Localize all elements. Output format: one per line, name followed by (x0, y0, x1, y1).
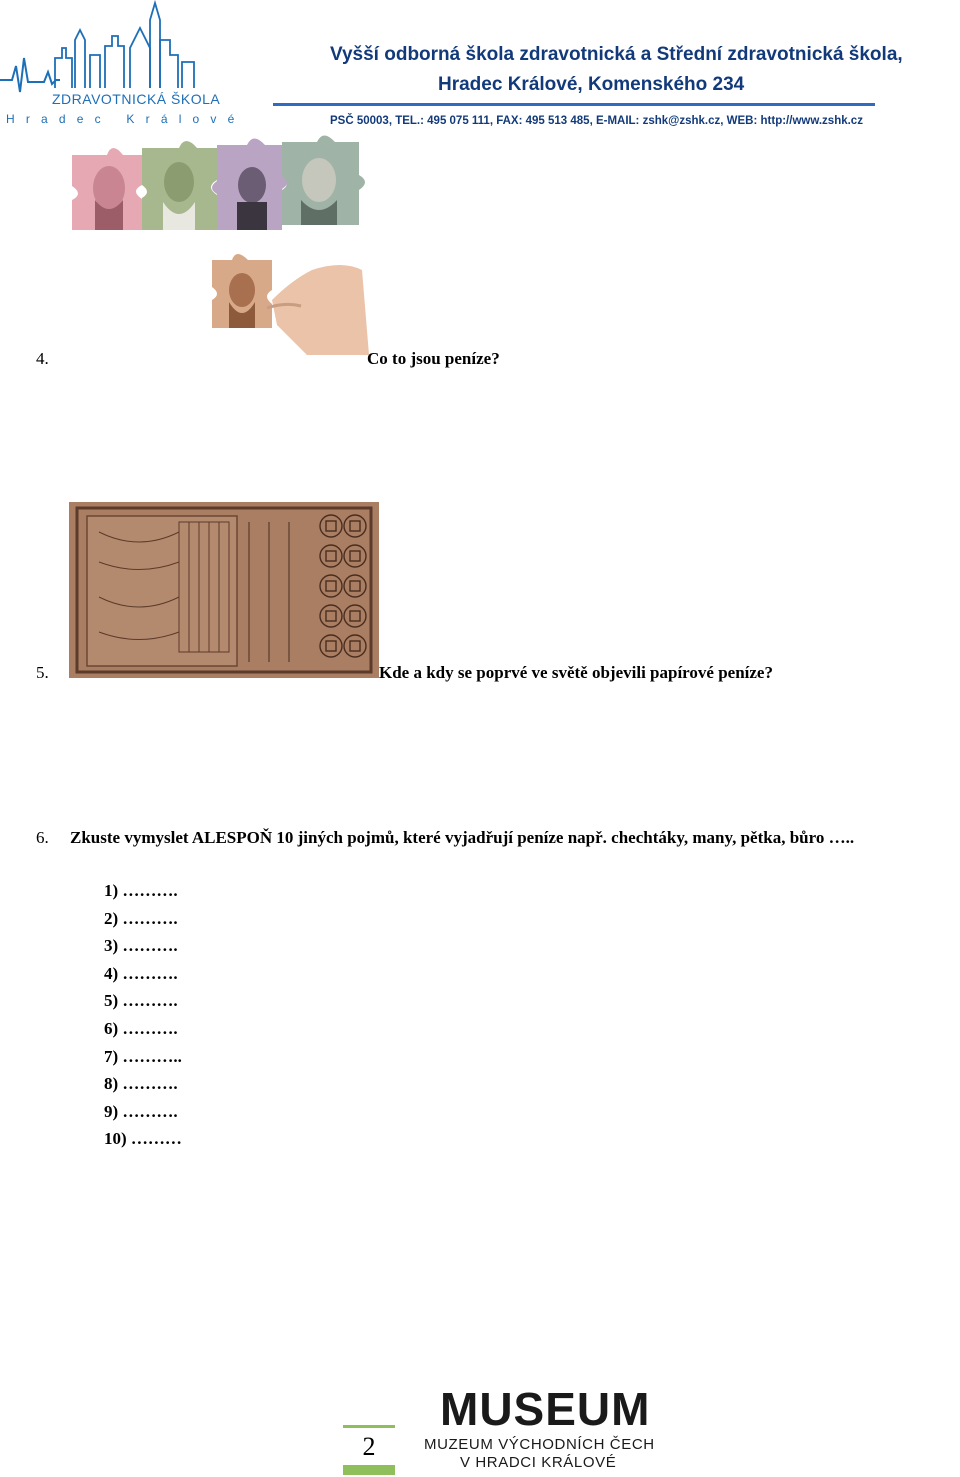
museum-name-line2: V HRADCI KRÁLOVÉ (460, 1454, 617, 1471)
museum-name-line1: MUZEUM VÝCHODNÍCH ČECH (424, 1436, 655, 1453)
puzzle-piece-green (142, 141, 217, 230)
hand-icon (267, 265, 369, 355)
puzzle-piece-pink (72, 148, 142, 230)
page-number: 2 (362, 1432, 376, 1461)
page-number-bar-bottom (343, 1465, 395, 1475)
chinese-paper-money-image (69, 502, 379, 678)
list-item: 10) ……… (104, 1129, 182, 1149)
header-divider (273, 103, 875, 106)
list-item: 5) ………. (104, 991, 178, 1011)
list-item: 1) ………. (104, 881, 178, 900)
question-text: Kde a kdy se poprvé ve světě objevili papírové peníze? (379, 663, 773, 682)
list-item: 3) ………. (104, 936, 178, 956)
list-item: 9) ………. (104, 1101, 178, 1121)
question-number: 5. (36, 663, 49, 682)
puzzle-piece-teal (282, 136, 365, 226)
logo-school-name: ZDRAVOTNICKÁ ŠKOLA (52, 91, 221, 107)
page-number-bar-top (343, 1425, 395, 1428)
list-item: 8) ………. (104, 1074, 178, 1094)
puzzle-piece-lilac (212, 139, 288, 231)
contact-info: PSČ 50003, TEL.: 495 075 111, FAX: 495 513 485, E-MAIL: zshk@zshk.cz, WEB: http://www.zshk.cz (330, 115, 863, 127)
question-number: 4. (36, 349, 49, 368)
school-name (330, 40, 903, 100)
list-item: 2) ………. (104, 908, 178, 928)
list-item: 6) ………. (104, 1018, 178, 1038)
question-6 (36, 828, 855, 848)
list-item: 4) ………. (104, 963, 178, 983)
list-item: 7) ……….. (104, 1046, 182, 1066)
answer-list (104, 877, 182, 1153)
question-text: Zkuste vymyslet ALESPOŇ 10 jiných pojmů, které vyjadřují peníze např. chechtáky, many, pětka, bůro ….. (70, 828, 855, 847)
question-text: Co to jsou peníze? (367, 349, 500, 368)
puzzle-piece-held (212, 254, 272, 328)
question-5 (36, 663, 773, 683)
question-number: 6. (36, 828, 49, 847)
banknote-puzzle-image (67, 130, 369, 355)
school-name-line2: Hradec Králové, Komenského 234 (438, 74, 745, 95)
logo-city-name: Hradec Králové (6, 112, 246, 126)
question-4 (36, 349, 500, 369)
school-name-line1: Vyšší odborná škola zdravotnická a Střední zdravotnická škola, (330, 44, 903, 65)
museum-logo: MUSEUM (440, 1383, 651, 1435)
